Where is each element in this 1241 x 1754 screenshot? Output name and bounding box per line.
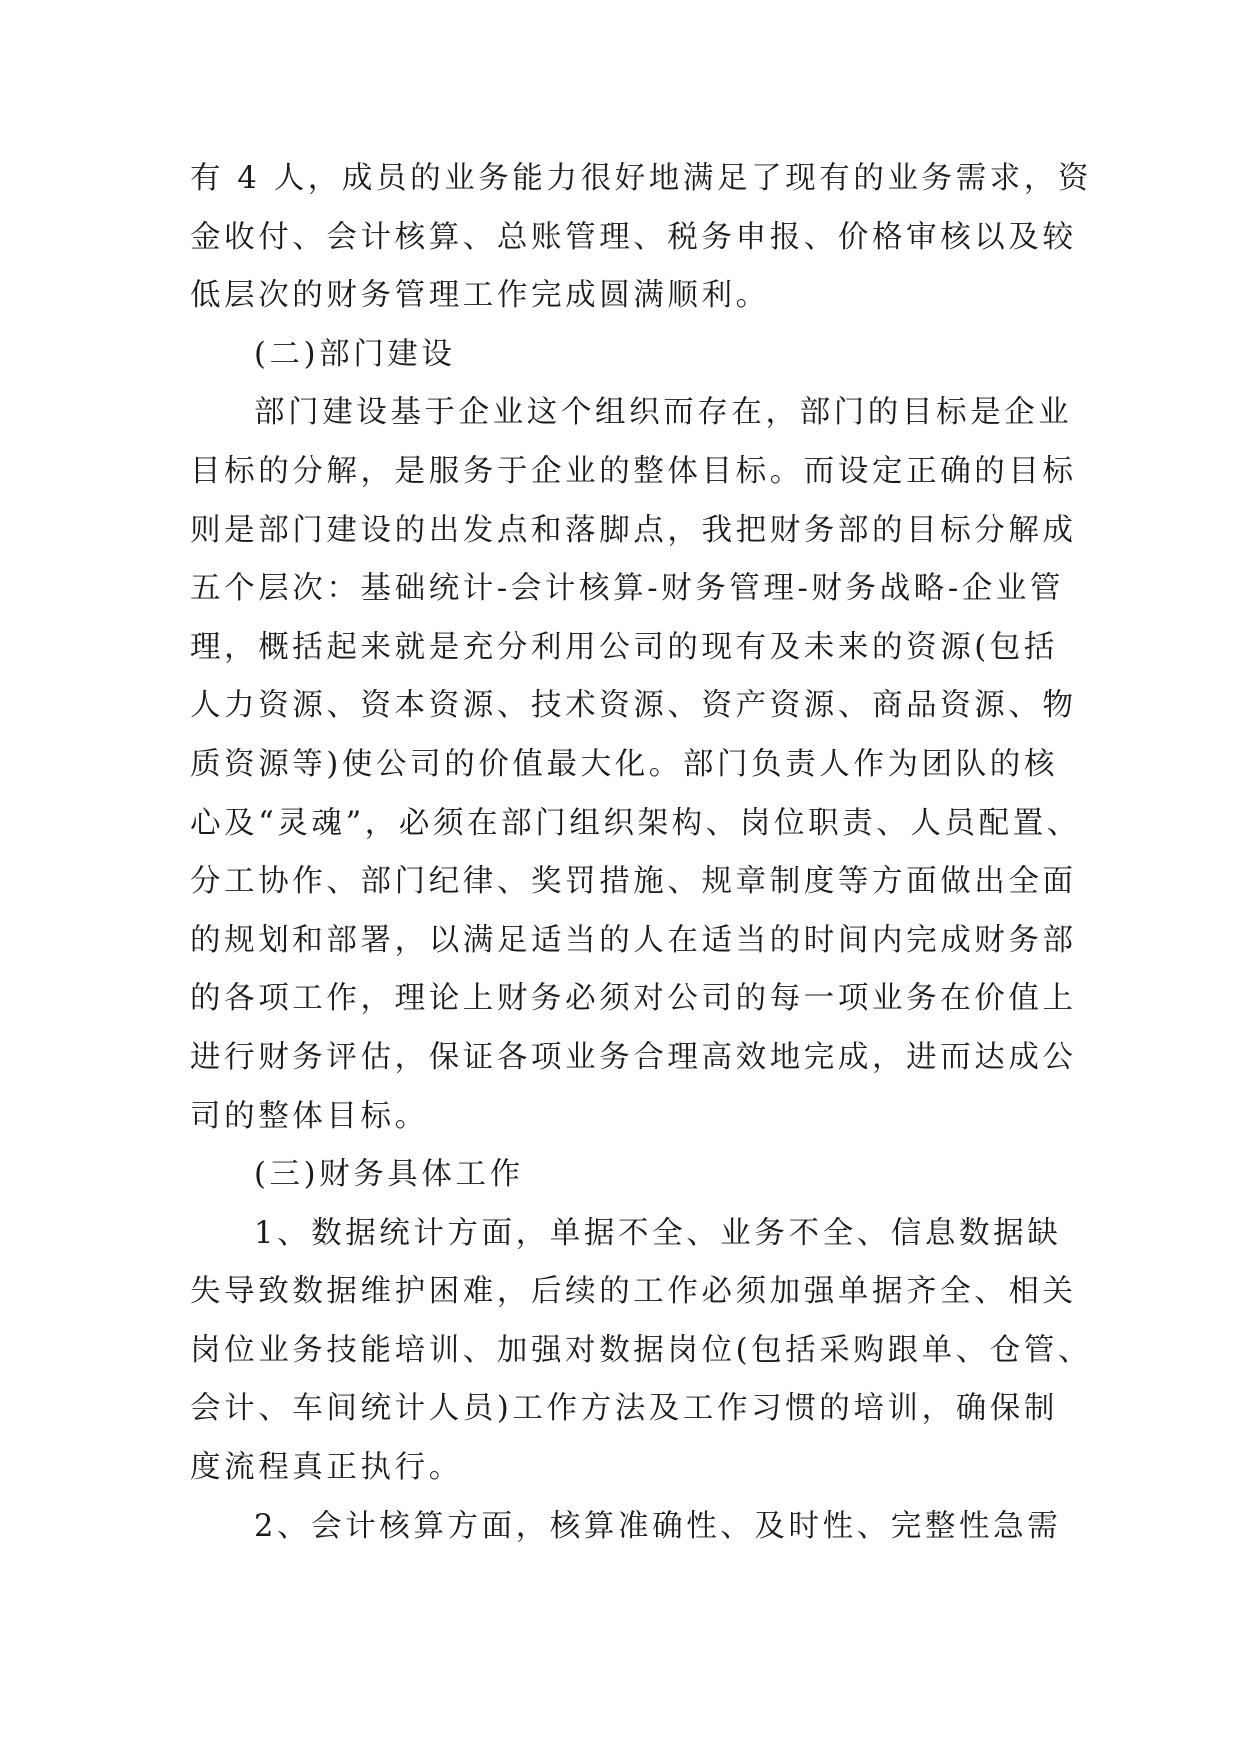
text-line: 人力资源、资本资源、技术资源、资产资源、商品资源、物 — [190, 688, 1077, 724]
text-line: 的各项工作，理论上财务必须对公司的每一项业务在价值上 — [190, 981, 1077, 1017]
text-line: 低层次的财务管理工作完成圆满顺利。 — [190, 278, 770, 314]
text-line: 质资源等)使公司的价值最大化。部门负责人作为团队的核 — [190, 746, 1058, 782]
text-line: 有 4 人，成员的业务能力很好地满足了现有的业务需求，资 — [190, 161, 1093, 196]
text-line: 失导致数据维护困难，后续的工作必须加强单据齐全、相关 — [190, 1274, 1077, 1310]
text-line: 目标的分解，是服务于企业的整体目标。而设定正确的目标 — [190, 453, 1077, 489]
text-line: 理，概括起来就是充分利用公司的现有及未来的资源(包括 — [190, 629, 1058, 665]
section-heading: (三)财务具体工作 — [254, 1157, 524, 1193]
paragraph-start: 部门建设基于企业这个组织而存在，部门的目标是企业 — [254, 395, 1073, 431]
paragraph-start: 2、会计核算方面，核算准确性、及时性、完整性急需 — [254, 1508, 1062, 1544]
document-body — [190, 150, 1093, 1556]
text-line: 金收付、会计核算、总账管理、税务申报、价格审核以及较 — [190, 219, 1077, 255]
text-line: 进行财务评估，保证各项业务合理高效地完成，进而达成公 — [190, 1039, 1077, 1075]
text-line: 则是部门建设的出发点和落脚点，我把财务部的目标分解成 — [190, 512, 1077, 548]
text-line: 的规划和部署，以满足适当的人在适当的时间内完成财务部 — [190, 922, 1077, 958]
text-line: 分工协作、部门纪律、奖罚措施、规章制度等方面做出全面 — [190, 864, 1077, 900]
paragraph-start: 1、数据统计方面，单据不全、业务不全、信息数据缺 — [254, 1215, 1062, 1251]
text-line: 心及“灵魂”，必须在部门组织架构、岗位职责、人员配置、 — [190, 805, 1081, 841]
section-heading: (二)部门建设 — [254, 336, 456, 372]
text-line: 度流程真正执行。 — [190, 1450, 463, 1486]
text-line: 岗位业务技能培训、加强对数据岗位(包括采购跟单、仓管、 — [190, 1332, 1093, 1368]
text-line: 会计、车间统计人员)工作方法及工作习惯的培训，确保制 — [190, 1391, 1058, 1427]
text-line: 五个层次：基础统计-会计核算-财务管理-财务战略-企业管 — [190, 571, 1065, 607]
text-line: 司的整体目标。 — [190, 1098, 429, 1134]
